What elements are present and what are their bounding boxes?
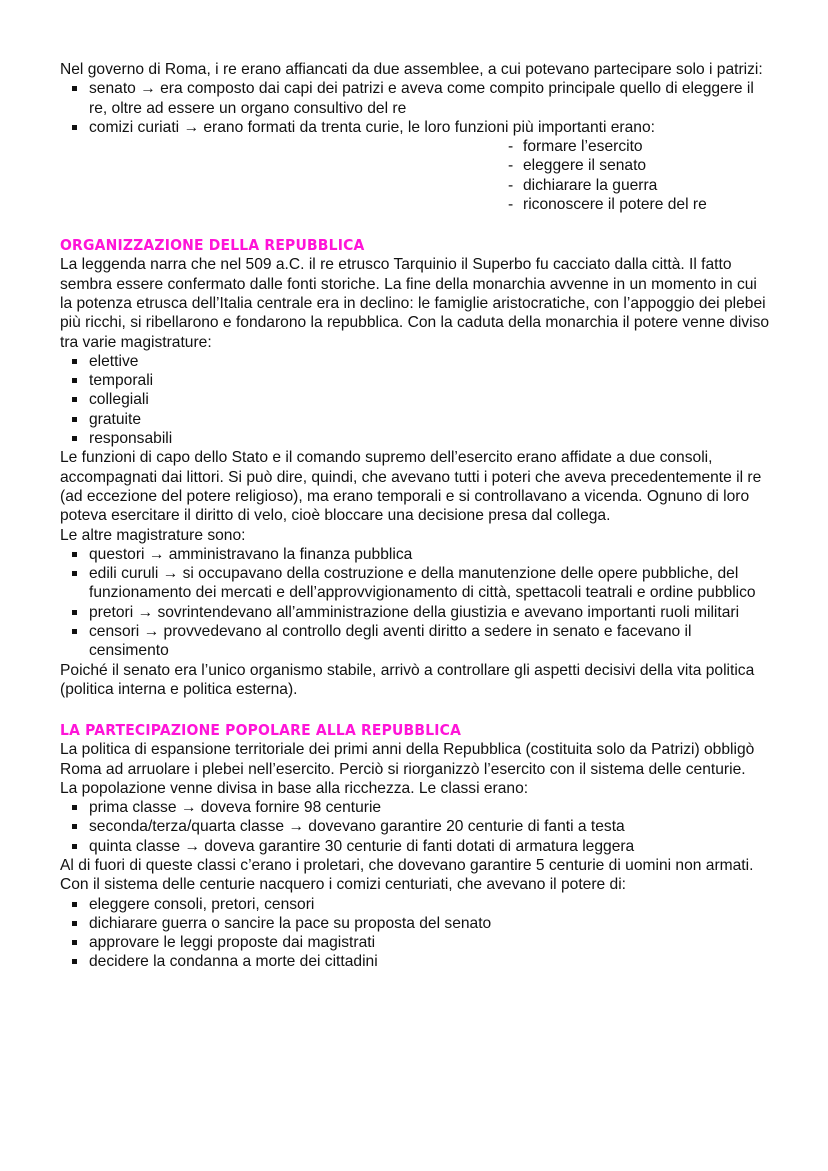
- section-heading: ORGANIZZAZIONE DELLA REPUBBLICA: [60, 236, 365, 255]
- list-item: - dichiarare la guerra: [523, 176, 772, 195]
- paragraph: La leggenda narra che nel 509 a.C. il re etrusco Tarquinio il Superbo fu cacciato dalla città. Il fatto sembra essere confermato dalle fonti storiche. La fine della monarchia avvenne in un momento in cui la potenza etrusca dell’Italia centrale era in declino: le famiglie aristocratiche, con l’appoggio dei plebei più ricchi, si ribellarono e fondarono la repubblica. Con la caduta della monarchia il potere venne diviso tra varie magistrature:: [60, 256, 770, 351]
- list-item: eleggere consoli, pretori, censori: [89, 895, 772, 914]
- list-item: elettive: [89, 352, 772, 371]
- list-item: edili curuli → si occupavano della costruzione e della manutenzione delle opere pubbliche, del funzionamento dei mercati e dell’approvvigionamento di città, spettacoli teatrali e ordine pubblico: [89, 564, 772, 603]
- list-item: comizi curiati → erano formati da trenta curie, le loro funzioni più importanti erano:: [89, 118, 772, 137]
- magistrature-traits-list: [60, 352, 772, 448]
- paragraph: Al di fuori di queste classi c’erano i proletari, che dovevano garantire 5 centurie di uomini non armati.: [60, 856, 754, 874]
- list-item: senato → era composto dai capi dei patrizi e aveva come compito principale quello di eleggere il re, oltre ad essere un organo consultivo del re: [89, 79, 772, 118]
- list-item: gratuite: [89, 410, 772, 429]
- list-item: - formare l’esercito: [523, 137, 772, 156]
- list-item: temporali: [89, 371, 772, 390]
- paragraph: Le funzioni di capo dello Stato e il comando supremo dell’esercito erano affidate a due consoli, accompagnati dai littori. Si può dire, quindi, che avevano tutti i poteri che aveva precedentemente il re (ad eccezione del potere religioso), ma erano temporali e si controllavano a vicenda. Ognuno di loro poteva esercitare il diritto di velo, cioè bloccare una decisione presa dal collega.: [60, 449, 762, 525]
- assemblies-list: [60, 79, 772, 137]
- section-heading: LA PARTECIPAZIONE POPOLARE ALLA REPUBBLICA: [60, 721, 462, 740]
- list-item: quinta classe → doveva garantire 30 centurie di fanti dotati di armatura leggera: [89, 837, 772, 856]
- classi-list: [60, 798, 772, 856]
- list-item: approvare le leggi proposte dai magistrati: [89, 933, 772, 952]
- paragraph: Le altre magistrature sono:: [60, 526, 246, 544]
- list-item: seconda/terza/quarta classe → dovevano garantire 20 centurie di fanti a testa: [89, 817, 772, 836]
- list-item: responsabili: [89, 429, 772, 448]
- curiati-functions-list: [60, 137, 772, 214]
- magistrature-list: [60, 545, 772, 661]
- intro-paragraph: Nel governo di Roma, i re erano affiancati da due assemblee, a cui potevano partecipare solo i patrizi:: [60, 61, 763, 78]
- list-item: prima classe → doveva fornire 98 centurie: [89, 798, 772, 817]
- paragraph: Poiché il senato era l’unico organismo stabile, arrivò a controllare gli aspetti decisivi della vita politica (politica interna e politica esterna).: [60, 661, 755, 698]
- list-item: questori → amministravano la finanza pubblica: [89, 545, 772, 564]
- list-item: dichiarare guerra o sancire la pace su proposta del senato: [89, 914, 772, 933]
- list-item: decidere la condanna a morte dei cittadini: [89, 952, 772, 971]
- list-item: - eleggere il senato: [523, 156, 772, 175]
- paragraph: Con il sistema delle centurie nacquero i comizi centuriati, che avevano il potere di:: [60, 876, 626, 894]
- list-item: collegiali: [89, 390, 772, 409]
- list-item: pretori → sovrintendevano all’amministrazione della giustizia e avevano importanti ruoli militari: [89, 603, 772, 622]
- paragraph: La popolazione venne divisa in base alla ricchezza. Le classi erano:: [60, 779, 529, 797]
- comizi-poteri-list: [60, 895, 772, 972]
- paragraph: La politica di espansione territoriale dei primi anni della Repubblica (costituita solo da Patrizi) obbligò Roma ad arruolare i plebei nell’esercito. Perciò si riorganizzò l’esercito con il sistema delle centurie.: [60, 741, 755, 778]
- list-item: censori → provvedevano al controllo degli aventi diritto a sedere in senato e facevano il censimento: [89, 622, 772, 661]
- list-item: - riconoscere il potere del re: [523, 195, 772, 214]
